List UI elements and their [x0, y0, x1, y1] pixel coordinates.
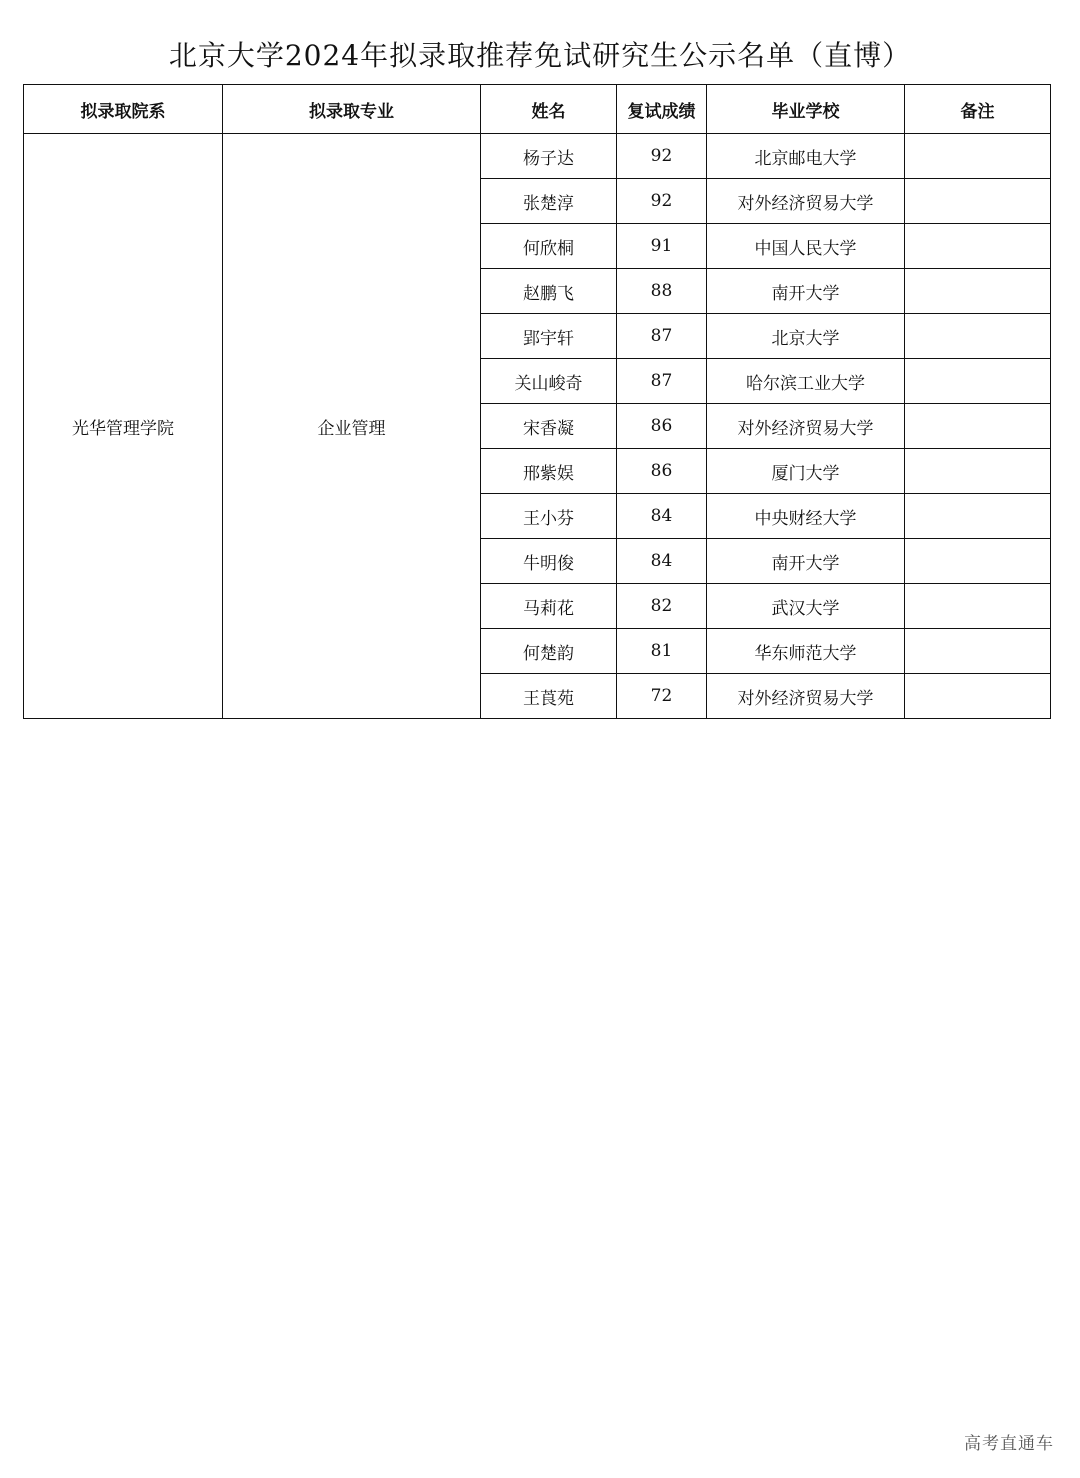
score-cell: 91 — [617, 224, 707, 269]
name-cell: 何楚韵 — [481, 629, 617, 674]
note-cell — [905, 494, 1051, 539]
name-cell: 杨子达 — [481, 134, 617, 179]
school-cell: 北京大学 — [707, 314, 905, 359]
note-cell — [905, 404, 1051, 449]
score-cell: 81 — [617, 629, 707, 674]
name-cell: 宋香凝 — [481, 404, 617, 449]
major-cell: 企业管理 — [223, 134, 481, 719]
note-cell — [905, 314, 1051, 359]
note-cell — [905, 224, 1051, 269]
note-cell — [905, 449, 1051, 494]
name-cell: 牛明俊 — [481, 539, 617, 584]
note-cell — [905, 674, 1051, 719]
note-cell — [905, 134, 1051, 179]
note-cell — [905, 584, 1051, 629]
score-cell: 92 — [617, 179, 707, 224]
watermark: 高考直通车 — [964, 1434, 1054, 1454]
name-cell: 邢紫娱 — [481, 449, 617, 494]
name-cell: 王小芬 — [481, 494, 617, 539]
table-row — [24, 134, 1051, 179]
name-cell: 王莨苑 — [481, 674, 617, 719]
name-cell: 关山峻奇 — [481, 359, 617, 404]
admission-table — [23, 84, 1051, 719]
score-cell: 92 — [617, 134, 707, 179]
note-cell — [905, 269, 1051, 314]
school-cell: 中央财经大学 — [707, 494, 905, 539]
score-cell: 84 — [617, 494, 707, 539]
school-cell: 中国人民大学 — [707, 224, 905, 269]
header-name: 姓名 — [481, 85, 617, 134]
school-cell: 南开大学 — [707, 539, 905, 584]
name-cell: 何欣桐 — [481, 224, 617, 269]
score-cell: 72 — [617, 674, 707, 719]
school-cell: 北京邮电大学 — [707, 134, 905, 179]
note-cell — [905, 179, 1051, 224]
header-school: 毕业学校 — [707, 85, 905, 134]
school-cell: 对外经济贸易大学 — [707, 404, 905, 449]
header-major: 拟录取专业 — [223, 85, 481, 134]
school-cell: 哈尔滨工业大学 — [707, 359, 905, 404]
name-cell: 马莉花 — [481, 584, 617, 629]
score-cell: 82 — [617, 584, 707, 629]
note-cell — [905, 629, 1051, 674]
school-cell: 南开大学 — [707, 269, 905, 314]
score-cell: 88 — [617, 269, 707, 314]
header-department: 拟录取院系 — [24, 85, 223, 134]
header-score: 复试成绩 — [617, 85, 707, 134]
name-cell: 赵鹏飞 — [481, 269, 617, 314]
score-cell: 84 — [617, 539, 707, 584]
school-cell: 华东师范大学 — [707, 629, 905, 674]
department-cell: 光华管理学院 — [24, 134, 223, 719]
note-cell — [905, 359, 1051, 404]
school-cell: 对外经济贸易大学 — [707, 674, 905, 719]
header-note: 备注 — [905, 85, 1051, 134]
school-cell: 武汉大学 — [707, 584, 905, 629]
score-cell: 86 — [617, 449, 707, 494]
table-header-row — [24, 85, 1051, 134]
score-cell: 86 — [617, 404, 707, 449]
score-cell: 87 — [617, 314, 707, 359]
name-cell: 郢宇轩 — [481, 314, 617, 359]
page-title: 北京大学2024年拟录取推荐免试研究生公示名单（直博） — [168, 39, 912, 72]
name-cell: 张楚淳 — [481, 179, 617, 224]
school-cell: 对外经济贸易大学 — [707, 179, 905, 224]
school-cell: 厦门大学 — [707, 449, 905, 494]
note-cell — [905, 539, 1051, 584]
score-cell: 87 — [617, 359, 707, 404]
